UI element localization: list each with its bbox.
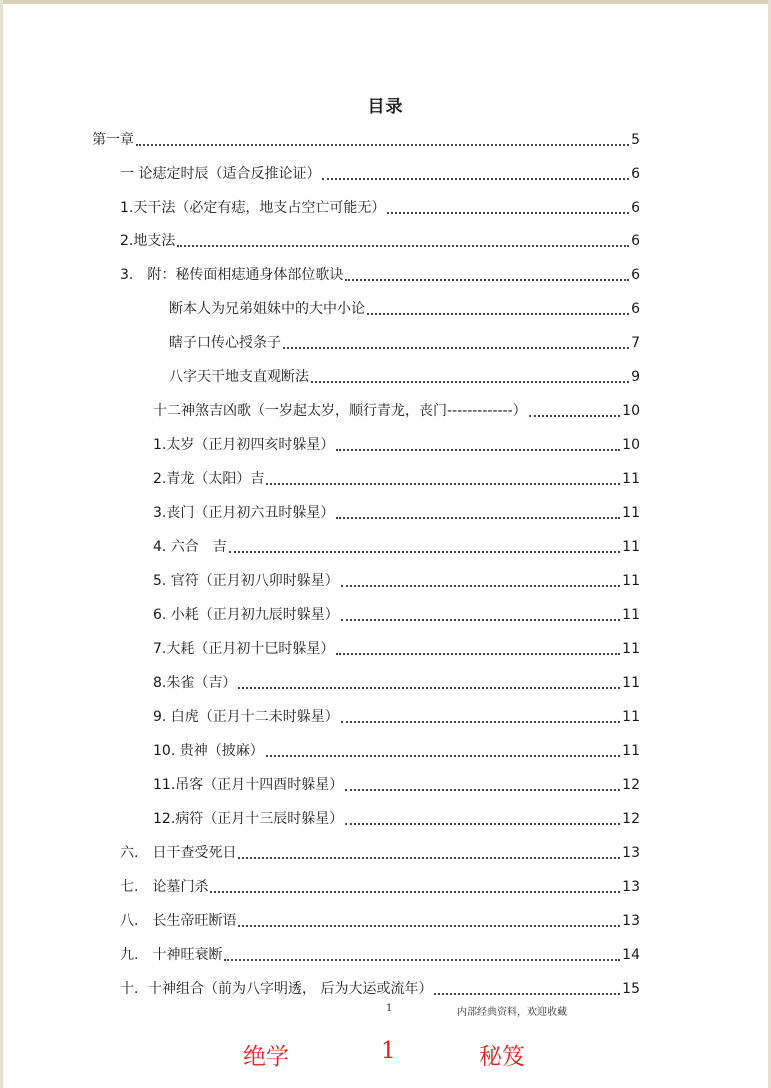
toc-entry-text: 11.吊客（正月十四酉时躲星）	[153, 777, 344, 793]
toc-entry-text: 瞎子口传心授条子	[169, 335, 281, 351]
toc-entry-page: 11	[622, 743, 640, 759]
toc-entry[interactable]	[169, 328, 640, 352]
toc-entry[interactable]	[153, 770, 640, 794]
toc-entry-text: 八字天干地支直观断法	[169, 369, 309, 385]
toc-entry-page: 14	[622, 947, 640, 963]
toc-entry-text: 7.大耗（正月初十巳时躲星）	[153, 641, 335, 657]
toc-leader-dots	[367, 312, 629, 315]
toc-leader-dots	[210, 890, 620, 893]
toc-entry-text: 10. 贵神（披麻）	[153, 743, 264, 759]
toc-entry-page: 11	[622, 573, 640, 589]
toc-leader-dots	[336, 448, 620, 451]
toc-entry-page: 7	[631, 335, 640, 351]
toc-leader-dots	[238, 856, 620, 859]
toc-leader-dots	[266, 482, 620, 485]
toc-leader-dots	[238, 686, 620, 689]
toc-entry[interactable]	[120, 906, 640, 930]
toc-entry-page: 12	[622, 777, 640, 793]
toc-entry-text: 8.朱雀（吉）	[153, 675, 237, 691]
toc-entry-page: 10	[622, 403, 640, 419]
toc-leader-dots	[341, 618, 620, 621]
toc-entry-page: 6	[631, 166, 640, 182]
toc-entry-text: 6. 小耗（正月初九辰时躲星）	[153, 607, 339, 623]
toc-entry-text: 2.地支法	[120, 233, 176, 249]
toc-entry-page: 13	[622, 913, 640, 929]
toc-entry-text: 9. 白虎（正月十二未时躲星）	[153, 709, 339, 725]
toc-entry[interactable]	[153, 600, 640, 624]
toc-entry[interactable]	[153, 634, 640, 658]
toc-leader-dots	[529, 414, 621, 417]
page-top-border	[0, 0, 771, 4]
banner-left-text: 绝学	[243, 1044, 289, 1070]
toc-entry-page: 6	[631, 267, 640, 283]
toc-leader-dots	[341, 720, 620, 723]
toc-leader-dots	[336, 516, 620, 519]
toc-leader-dots	[266, 754, 620, 757]
toc-leader-dots	[136, 143, 629, 146]
toc-entry-text: 断本人为兄弟姐妹中的大中小论	[169, 301, 365, 317]
toc-entry[interactable]	[153, 736, 640, 760]
toc-entry-text: 第一章	[92, 132, 134, 148]
toc-entry-page: 9	[631, 369, 640, 385]
toc-entry[interactable]	[153, 464, 640, 488]
toc-entry-page: 6	[631, 233, 640, 249]
toc-leader-dots	[238, 924, 620, 927]
toc-leader-dots	[387, 211, 629, 214]
toc-entry[interactable]	[120, 226, 640, 250]
toc-entry-text: 12.病符（正月十三辰时躲星）	[153, 811, 344, 827]
toc-entry-page: 11	[622, 471, 640, 487]
toc-entry-text: 八. 长生帝旺断语	[120, 913, 237, 929]
toc-entry-text: 5. 官符（正月初八卯时躲星）	[153, 573, 339, 589]
toc-entry-text: 3. 附：秘传面相痣通身体部位歌诀	[120, 267, 344, 283]
toc-leader-dots	[311, 380, 629, 383]
page-left-border	[0, 0, 3, 1088]
toc-entry[interactable]	[120, 260, 640, 284]
toc-leader-dots	[336, 652, 620, 655]
toc-leader-dots	[283, 346, 629, 349]
toc-entry-page: 6	[631, 200, 640, 216]
toc-entry-page: 13	[622, 845, 640, 861]
toc-entry-page: 11	[622, 709, 640, 725]
toc-entry[interactable]	[153, 532, 640, 556]
toc-entry-text: 六. 日干查受死日	[120, 845, 237, 861]
toc-entry[interactable]	[92, 125, 640, 149]
toc-leader-dots	[345, 822, 620, 825]
toc-leader-dots	[229, 550, 620, 553]
toc-leader-dots	[341, 584, 620, 587]
toc-entry-page: 11	[622, 505, 640, 521]
footer-note: 内部经典资料，欢迎收藏	[457, 1007, 567, 1018]
toc-leader-dots	[345, 278, 629, 281]
toc-entry[interactable]	[169, 294, 640, 318]
toc-entry-page: 11	[622, 539, 640, 555]
toc-entry-text: 3.丧门（正月初六丑时躲星）	[153, 505, 335, 521]
toc-entry[interactable]	[120, 193, 640, 217]
toc-entry-page: 15	[622, 981, 640, 997]
toc-entry[interactable]	[120, 159, 640, 183]
toc-entry-text: 十．十神组合（前为八字明透， 后为大运或流年）	[120, 981, 433, 997]
toc-leader-dots	[434, 992, 620, 995]
toc-entry[interactable]	[153, 566, 640, 590]
toc-entry-page: 12	[622, 811, 640, 827]
toc-entry[interactable]	[153, 498, 640, 522]
toc-entry-page: 11	[622, 675, 640, 691]
toc-entry-page: 13	[622, 879, 640, 895]
toc-entry[interactable]	[153, 396, 640, 420]
toc-entry-text: 2.青龙（太阳）吉	[153, 471, 265, 487]
page-title: 目录	[367, 97, 404, 117]
banner-middle-text: 1	[381, 1038, 396, 1064]
toc-entry-text: 1.天干法（必定有痣，地支占空亡可能无）	[120, 200, 386, 216]
toc-entry[interactable]	[153, 668, 640, 692]
toc-entry-text: 七. 论墓门杀	[120, 879, 209, 895]
toc-entry-page: 11	[622, 641, 640, 657]
toc-entry-text: 1.太岁（正月初四亥时躲星）	[153, 437, 335, 453]
toc-entry[interactable]	[120, 940, 640, 964]
toc-entry[interactable]	[120, 838, 640, 862]
toc-entry[interactable]	[153, 702, 640, 726]
toc-entry-page: 11	[622, 607, 640, 623]
toc-leader-dots	[177, 244, 629, 247]
toc-leader-dots	[224, 958, 620, 961]
banner-right-text: 秘笈	[479, 1044, 525, 1070]
toc-entry-text: 4. 六合 吉	[153, 539, 227, 555]
toc-entry[interactable]	[120, 974, 640, 998]
toc-entry[interactable]	[153, 804, 640, 828]
toc-entry-text: 一 论痣定时辰（适合反推论证）	[120, 166, 321, 182]
toc-leader-dots	[322, 177, 629, 180]
toc-entry-text: 九. 十神旺衰断	[120, 947, 223, 963]
toc-entry[interactable]	[153, 430, 640, 454]
toc-entry-page: 6	[631, 301, 640, 317]
toc-entry-page: 10	[622, 437, 640, 453]
footer-page-number: 1	[386, 1003, 393, 1014]
toc-entry[interactable]	[120, 872, 640, 896]
toc-entry-text: 十二神煞吉凶歌（一岁起太岁，顺行青龙，丧门-------------）	[153, 403, 527, 419]
toc-leader-dots	[345, 788, 620, 791]
toc-entry[interactable]	[169, 362, 640, 386]
toc-entry-page: 5	[631, 132, 640, 148]
